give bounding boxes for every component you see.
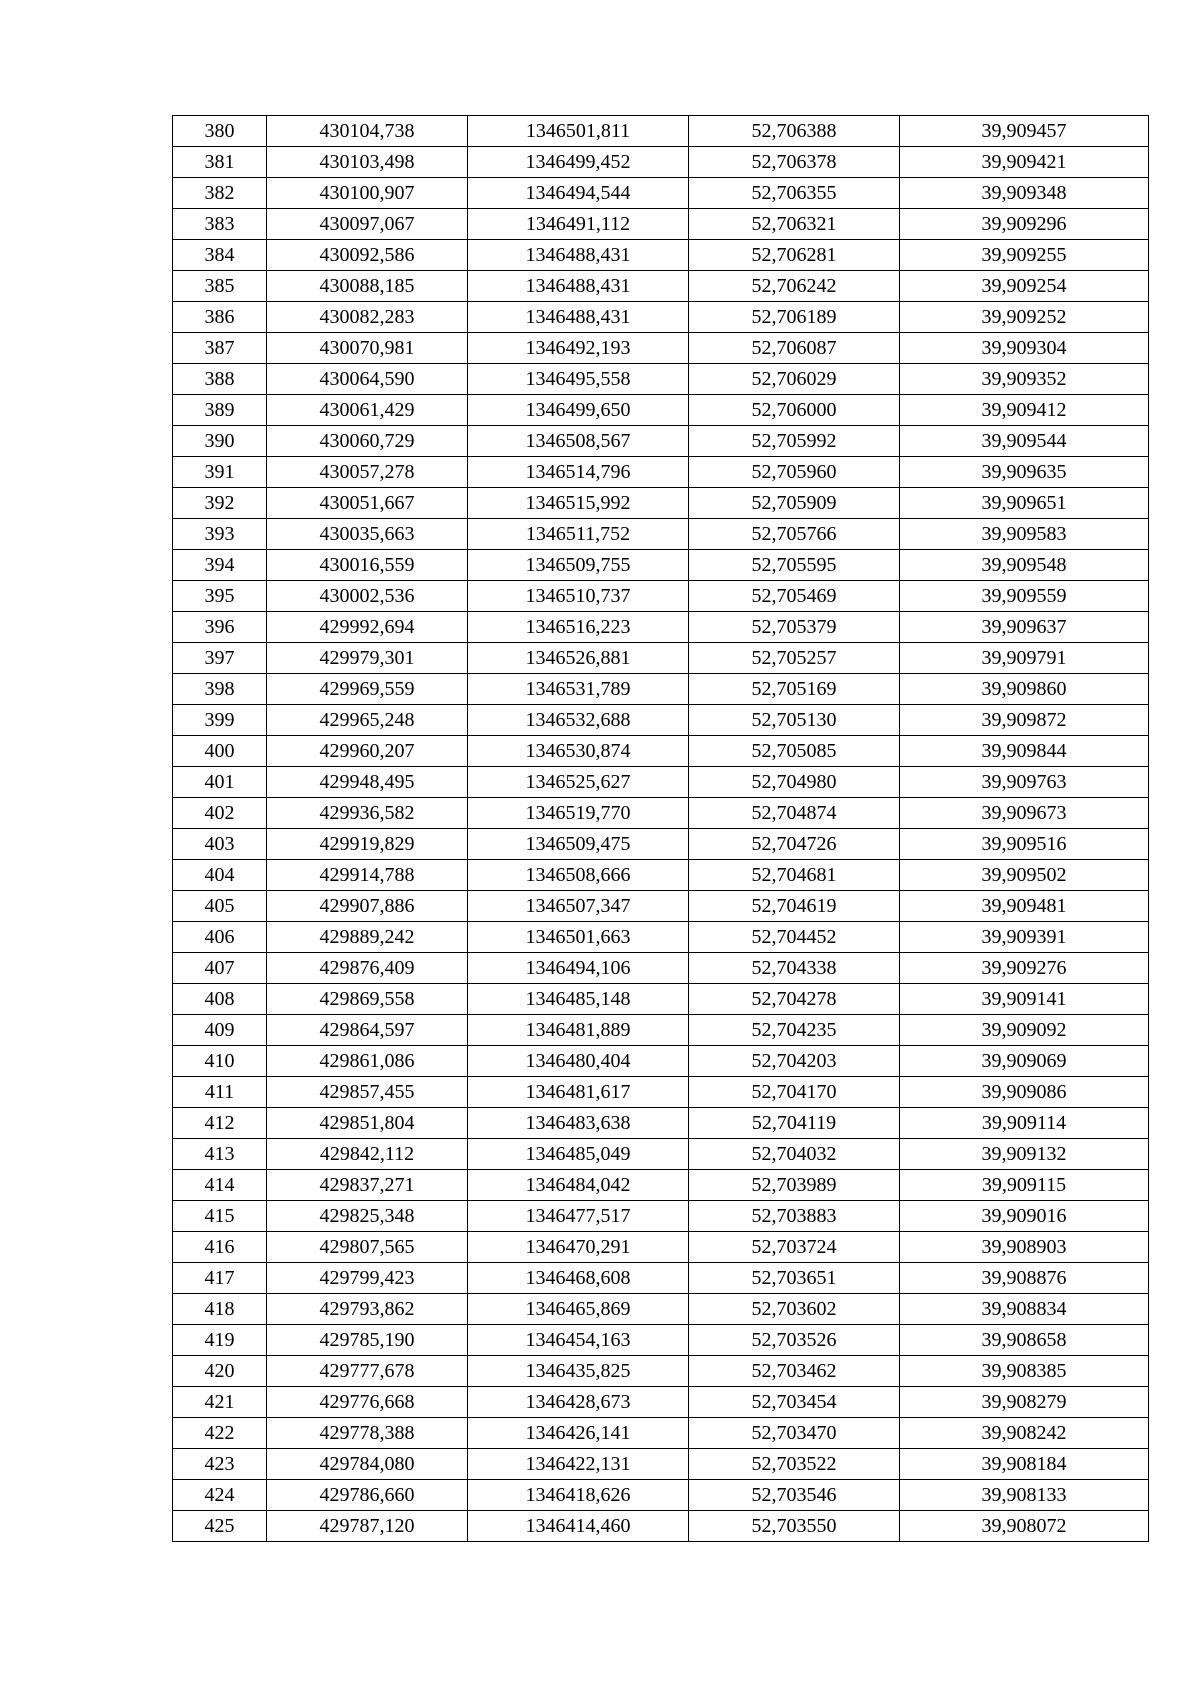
y-coordinate-cell: 1346428,673 [468, 1387, 689, 1418]
longitude-cell: 39,909255 [900, 240, 1149, 271]
point-number-cell: 380 [173, 116, 267, 147]
x-coordinate-cell: 430103,498 [267, 147, 468, 178]
x-coordinate-cell: 430051,667 [267, 488, 468, 519]
x-coordinate-cell: 429825,348 [267, 1201, 468, 1232]
longitude-cell: 39,909352 [900, 364, 1149, 395]
x-coordinate-cell: 429914,788 [267, 860, 468, 891]
x-coordinate-cell: 429784,080 [267, 1449, 468, 1480]
y-coordinate-cell: 1346477,517 [468, 1201, 689, 1232]
x-coordinate-cell: 430061,429 [267, 395, 468, 426]
y-coordinate-cell: 1346484,042 [468, 1170, 689, 1201]
point-number-cell: 420 [173, 1356, 267, 1387]
longitude-cell: 39,909391 [900, 922, 1149, 953]
x-coordinate-cell: 430002,536 [267, 581, 468, 612]
point-number-cell: 381 [173, 147, 267, 178]
latitude-cell: 52,704032 [689, 1139, 900, 1170]
latitude-cell: 52,706242 [689, 271, 900, 302]
x-coordinate-cell: 429864,597 [267, 1015, 468, 1046]
y-coordinate-cell: 1346514,796 [468, 457, 689, 488]
point-number-cell: 415 [173, 1201, 267, 1232]
latitude-cell: 52,706378 [689, 147, 900, 178]
point-number-cell: 388 [173, 364, 267, 395]
latitude-cell: 52,706189 [689, 302, 900, 333]
latitude-cell: 52,704203 [689, 1046, 900, 1077]
latitude-cell: 52,704170 [689, 1077, 900, 1108]
latitude-cell: 52,703651 [689, 1263, 900, 1294]
latitude-cell: 52,704681 [689, 860, 900, 891]
longitude-cell: 39,909132 [900, 1139, 1149, 1170]
table-row [173, 426, 1149, 457]
y-coordinate-cell: 1346519,770 [468, 798, 689, 829]
latitude-cell: 52,705085 [689, 736, 900, 767]
latitude-cell: 52,703546 [689, 1480, 900, 1511]
x-coordinate-cell: 429969,559 [267, 674, 468, 705]
longitude-cell: 39,909421 [900, 147, 1149, 178]
table-row [173, 1418, 1149, 1449]
longitude-cell: 39,909559 [900, 581, 1149, 612]
latitude-cell: 52,704338 [689, 953, 900, 984]
table-row [173, 364, 1149, 395]
table-row [173, 1232, 1149, 1263]
y-coordinate-cell: 1346492,193 [468, 333, 689, 364]
y-coordinate-cell: 1346501,811 [468, 116, 689, 147]
point-number-cell: 414 [173, 1170, 267, 1201]
table-row [173, 705, 1149, 736]
x-coordinate-cell: 430104,738 [267, 116, 468, 147]
y-coordinate-cell: 1346507,347 [468, 891, 689, 922]
longitude-cell: 39,909141 [900, 984, 1149, 1015]
point-number-cell: 419 [173, 1325, 267, 1356]
point-number-cell: 392 [173, 488, 267, 519]
x-coordinate-cell: 430088,185 [267, 271, 468, 302]
longitude-cell: 39,909304 [900, 333, 1149, 364]
longitude-cell: 39,909092 [900, 1015, 1149, 1046]
longitude-cell: 39,909412 [900, 395, 1149, 426]
point-number-cell: 400 [173, 736, 267, 767]
table-row [173, 488, 1149, 519]
y-coordinate-cell: 1346499,650 [468, 395, 689, 426]
point-number-cell: 405 [173, 891, 267, 922]
y-coordinate-cell: 1346422,131 [468, 1449, 689, 1480]
table-row [173, 1046, 1149, 1077]
latitude-cell: 52,703724 [689, 1232, 900, 1263]
latitude-cell: 52,705379 [689, 612, 900, 643]
y-coordinate-cell: 1346501,663 [468, 922, 689, 953]
y-coordinate-cell: 1346488,431 [468, 240, 689, 271]
latitude-cell: 52,705595 [689, 550, 900, 581]
table-row [173, 1511, 1149, 1542]
table-row [173, 798, 1149, 829]
y-coordinate-cell: 1346480,404 [468, 1046, 689, 1077]
table-row [173, 1480, 1149, 1511]
latitude-cell: 52,704619 [689, 891, 900, 922]
longitude-cell: 39,909016 [900, 1201, 1149, 1232]
x-coordinate-cell: 430016,559 [267, 550, 468, 581]
table-row [173, 1356, 1149, 1387]
table-row [173, 581, 1149, 612]
latitude-cell: 52,704980 [689, 767, 900, 798]
longitude-cell: 39,909791 [900, 643, 1149, 674]
y-coordinate-cell: 1346470,291 [468, 1232, 689, 1263]
y-coordinate-cell: 1346485,148 [468, 984, 689, 1015]
x-coordinate-cell: 430097,067 [267, 209, 468, 240]
latitude-cell: 52,705257 [689, 643, 900, 674]
longitude-cell: 39,908876 [900, 1263, 1149, 1294]
table-row [173, 860, 1149, 891]
y-coordinate-cell: 1346509,755 [468, 550, 689, 581]
latitude-cell: 52,705130 [689, 705, 900, 736]
latitude-cell: 52,703462 [689, 1356, 900, 1387]
point-number-cell: 406 [173, 922, 267, 953]
longitude-cell: 39,909635 [900, 457, 1149, 488]
y-coordinate-cell: 1346418,626 [468, 1480, 689, 1511]
point-number-cell: 413 [173, 1139, 267, 1170]
table-row [173, 116, 1149, 147]
latitude-cell: 52,703602 [689, 1294, 900, 1325]
y-coordinate-cell: 1346511,752 [468, 519, 689, 550]
point-number-cell: 423 [173, 1449, 267, 1480]
longitude-cell: 39,908903 [900, 1232, 1149, 1263]
point-number-cell: 391 [173, 457, 267, 488]
latitude-cell: 52,704235 [689, 1015, 900, 1046]
latitude-cell: 52,703522 [689, 1449, 900, 1480]
x-coordinate-cell: 429851,804 [267, 1108, 468, 1139]
longitude-cell: 39,909296 [900, 209, 1149, 240]
latitude-cell: 52,703989 [689, 1170, 900, 1201]
table-row [173, 922, 1149, 953]
y-coordinate-cell: 1346481,617 [468, 1077, 689, 1108]
longitude-cell: 39,909544 [900, 426, 1149, 457]
point-number-cell: 411 [173, 1077, 267, 1108]
longitude-cell: 39,909860 [900, 674, 1149, 705]
coordinates-table [172, 115, 1149, 1542]
table-row [173, 1325, 1149, 1356]
table-row [173, 147, 1149, 178]
latitude-cell: 52,705909 [689, 488, 900, 519]
longitude-cell: 39,909348 [900, 178, 1149, 209]
latitude-cell: 52,703526 [689, 1325, 900, 1356]
x-coordinate-cell: 430100,907 [267, 178, 468, 209]
table-row [173, 550, 1149, 581]
y-coordinate-cell: 1346525,627 [468, 767, 689, 798]
y-coordinate-cell: 1346532,688 [468, 705, 689, 736]
longitude-cell: 39,909115 [900, 1170, 1149, 1201]
point-number-cell: 393 [173, 519, 267, 550]
x-coordinate-cell: 430057,278 [267, 457, 468, 488]
table-row [173, 1108, 1149, 1139]
point-number-cell: 417 [173, 1263, 267, 1294]
point-number-cell: 402 [173, 798, 267, 829]
table-row [173, 1294, 1149, 1325]
point-number-cell: 412 [173, 1108, 267, 1139]
point-number-cell: 424 [173, 1480, 267, 1511]
y-coordinate-cell: 1346508,666 [468, 860, 689, 891]
x-coordinate-cell: 429837,271 [267, 1170, 468, 1201]
y-coordinate-cell: 1346454,163 [468, 1325, 689, 1356]
latitude-cell: 52,703470 [689, 1418, 900, 1449]
point-number-cell: 416 [173, 1232, 267, 1263]
x-coordinate-cell: 429799,423 [267, 1263, 468, 1294]
y-coordinate-cell: 1346509,475 [468, 829, 689, 860]
table-row [173, 271, 1149, 302]
point-number-cell: 410 [173, 1046, 267, 1077]
point-number-cell: 425 [173, 1511, 267, 1542]
latitude-cell: 52,706355 [689, 178, 900, 209]
x-coordinate-cell: 429787,120 [267, 1511, 468, 1542]
table-row [173, 1015, 1149, 1046]
table-row [173, 333, 1149, 364]
table-row [173, 1387, 1149, 1418]
y-coordinate-cell: 1346508,567 [468, 426, 689, 457]
latitude-cell: 52,704726 [689, 829, 900, 860]
point-number-cell: 401 [173, 767, 267, 798]
x-coordinate-cell: 429776,668 [267, 1387, 468, 1418]
latitude-cell: 52,706000 [689, 395, 900, 426]
table-row [173, 209, 1149, 240]
y-coordinate-cell: 1346483,638 [468, 1108, 689, 1139]
point-number-cell: 399 [173, 705, 267, 736]
x-coordinate-cell: 429861,086 [267, 1046, 468, 1077]
y-coordinate-cell: 1346530,874 [468, 736, 689, 767]
table-row [173, 178, 1149, 209]
point-number-cell: 387 [173, 333, 267, 364]
latitude-cell: 52,705992 [689, 426, 900, 457]
latitude-cell: 52,704452 [689, 922, 900, 953]
latitude-cell: 52,704874 [689, 798, 900, 829]
y-coordinate-cell: 1346488,431 [468, 302, 689, 333]
longitude-cell: 39,908385 [900, 1356, 1149, 1387]
table-row [173, 767, 1149, 798]
y-coordinate-cell: 1346485,049 [468, 1139, 689, 1170]
longitude-cell: 39,908242 [900, 1418, 1149, 1449]
longitude-cell: 39,909254 [900, 271, 1149, 302]
longitude-cell: 39,909844 [900, 736, 1149, 767]
latitude-cell: 52,706087 [689, 333, 900, 364]
point-number-cell: 385 [173, 271, 267, 302]
y-coordinate-cell: 1346495,558 [468, 364, 689, 395]
x-coordinate-cell: 429919,829 [267, 829, 468, 860]
point-number-cell: 403 [173, 829, 267, 860]
table-row [173, 240, 1149, 271]
longitude-cell: 39,909548 [900, 550, 1149, 581]
table-row [173, 1077, 1149, 1108]
longitude-cell: 39,909276 [900, 953, 1149, 984]
x-coordinate-cell: 429786,660 [267, 1480, 468, 1511]
longitude-cell: 39,909086 [900, 1077, 1149, 1108]
table-row [173, 736, 1149, 767]
point-number-cell: 396 [173, 612, 267, 643]
table-row [173, 1139, 1149, 1170]
table-row [173, 984, 1149, 1015]
y-coordinate-cell: 1346435,825 [468, 1356, 689, 1387]
y-coordinate-cell: 1346465,869 [468, 1294, 689, 1325]
longitude-cell: 39,909457 [900, 116, 1149, 147]
x-coordinate-cell: 429907,886 [267, 891, 468, 922]
y-coordinate-cell: 1346491,112 [468, 209, 689, 240]
longitude-cell: 39,909516 [900, 829, 1149, 860]
y-coordinate-cell: 1346494,106 [468, 953, 689, 984]
y-coordinate-cell: 1346494,544 [468, 178, 689, 209]
y-coordinate-cell: 1346526,881 [468, 643, 689, 674]
latitude-cell: 52,706321 [689, 209, 900, 240]
x-coordinate-cell: 430035,663 [267, 519, 468, 550]
latitude-cell: 52,705469 [689, 581, 900, 612]
latitude-cell: 52,705960 [689, 457, 900, 488]
table-row [173, 674, 1149, 705]
y-coordinate-cell: 1346510,737 [468, 581, 689, 612]
table-row [173, 953, 1149, 984]
latitude-cell: 52,706281 [689, 240, 900, 271]
point-number-cell: 407 [173, 953, 267, 984]
x-coordinate-cell: 430092,586 [267, 240, 468, 271]
table-row [173, 302, 1149, 333]
table-row [173, 829, 1149, 860]
longitude-cell: 39,908133 [900, 1480, 1149, 1511]
x-coordinate-cell: 430064,590 [267, 364, 468, 395]
point-number-cell: 422 [173, 1418, 267, 1449]
point-number-cell: 394 [173, 550, 267, 581]
latitude-cell: 52,706029 [689, 364, 900, 395]
x-coordinate-cell: 430082,283 [267, 302, 468, 333]
y-coordinate-cell: 1346488,431 [468, 271, 689, 302]
point-number-cell: 383 [173, 209, 267, 240]
table-row [173, 457, 1149, 488]
longitude-cell: 39,908279 [900, 1387, 1149, 1418]
x-coordinate-cell: 429778,388 [267, 1418, 468, 1449]
x-coordinate-cell: 429777,678 [267, 1356, 468, 1387]
table-row [173, 1449, 1149, 1480]
x-coordinate-cell: 429992,694 [267, 612, 468, 643]
table-row [173, 395, 1149, 426]
point-number-cell: 421 [173, 1387, 267, 1418]
y-coordinate-cell: 1346531,789 [468, 674, 689, 705]
x-coordinate-cell: 429793,862 [267, 1294, 468, 1325]
x-coordinate-cell: 429869,558 [267, 984, 468, 1015]
point-number-cell: 384 [173, 240, 267, 271]
coordinates-table-body [173, 116, 1149, 1542]
longitude-cell: 39,909502 [900, 860, 1149, 891]
table-row [173, 643, 1149, 674]
x-coordinate-cell: 429785,190 [267, 1325, 468, 1356]
x-coordinate-cell: 429965,248 [267, 705, 468, 736]
table-row [173, 1201, 1149, 1232]
point-number-cell: 398 [173, 674, 267, 705]
latitude-cell: 52,704278 [689, 984, 900, 1015]
latitude-cell: 52,704119 [689, 1108, 900, 1139]
table-row [173, 519, 1149, 550]
longitude-cell: 39,909481 [900, 891, 1149, 922]
latitude-cell: 52,706388 [689, 116, 900, 147]
x-coordinate-cell: 429842,112 [267, 1139, 468, 1170]
table-row [173, 612, 1149, 643]
point-number-cell: 408 [173, 984, 267, 1015]
x-coordinate-cell: 429807,565 [267, 1232, 468, 1263]
longitude-cell: 39,908658 [900, 1325, 1149, 1356]
longitude-cell: 39,909763 [900, 767, 1149, 798]
x-coordinate-cell: 430060,729 [267, 426, 468, 457]
point-number-cell: 390 [173, 426, 267, 457]
x-coordinate-cell: 429857,455 [267, 1077, 468, 1108]
point-number-cell: 418 [173, 1294, 267, 1325]
point-number-cell: 382 [173, 178, 267, 209]
point-number-cell: 389 [173, 395, 267, 426]
y-coordinate-cell: 1346426,141 [468, 1418, 689, 1449]
latitude-cell: 52,703550 [689, 1511, 900, 1542]
longitude-cell: 39,909114 [900, 1108, 1149, 1139]
longitude-cell: 39,909637 [900, 612, 1149, 643]
point-number-cell: 404 [173, 860, 267, 891]
longitude-cell: 39,909651 [900, 488, 1149, 519]
longitude-cell: 39,909069 [900, 1046, 1149, 1077]
y-coordinate-cell: 1346516,223 [468, 612, 689, 643]
latitude-cell: 52,705169 [689, 674, 900, 705]
longitude-cell: 39,908834 [900, 1294, 1149, 1325]
x-coordinate-cell: 429876,409 [267, 953, 468, 984]
x-coordinate-cell: 429960,207 [267, 736, 468, 767]
latitude-cell: 52,703454 [689, 1387, 900, 1418]
point-number-cell: 397 [173, 643, 267, 674]
point-number-cell: 395 [173, 581, 267, 612]
x-coordinate-cell: 429936,582 [267, 798, 468, 829]
y-coordinate-cell: 1346414,460 [468, 1511, 689, 1542]
table-row [173, 1170, 1149, 1201]
longitude-cell: 39,908184 [900, 1449, 1149, 1480]
longitude-cell: 39,909252 [900, 302, 1149, 333]
point-number-cell: 386 [173, 302, 267, 333]
x-coordinate-cell: 429889,242 [267, 922, 468, 953]
y-coordinate-cell: 1346468,608 [468, 1263, 689, 1294]
point-number-cell: 409 [173, 1015, 267, 1046]
latitude-cell: 52,705766 [689, 519, 900, 550]
table-row [173, 891, 1149, 922]
x-coordinate-cell: 429948,495 [267, 767, 468, 798]
latitude-cell: 52,703883 [689, 1201, 900, 1232]
x-coordinate-cell: 430070,981 [267, 333, 468, 364]
x-coordinate-cell: 429979,301 [267, 643, 468, 674]
longitude-cell: 39,909583 [900, 519, 1149, 550]
longitude-cell: 39,908072 [900, 1511, 1149, 1542]
longitude-cell: 39,909872 [900, 705, 1149, 736]
longitude-cell: 39,909673 [900, 798, 1149, 829]
table-row [173, 1263, 1149, 1294]
y-coordinate-cell: 1346515,992 [468, 488, 689, 519]
y-coordinate-cell: 1346499,452 [468, 147, 689, 178]
y-coordinate-cell: 1346481,889 [468, 1015, 689, 1046]
